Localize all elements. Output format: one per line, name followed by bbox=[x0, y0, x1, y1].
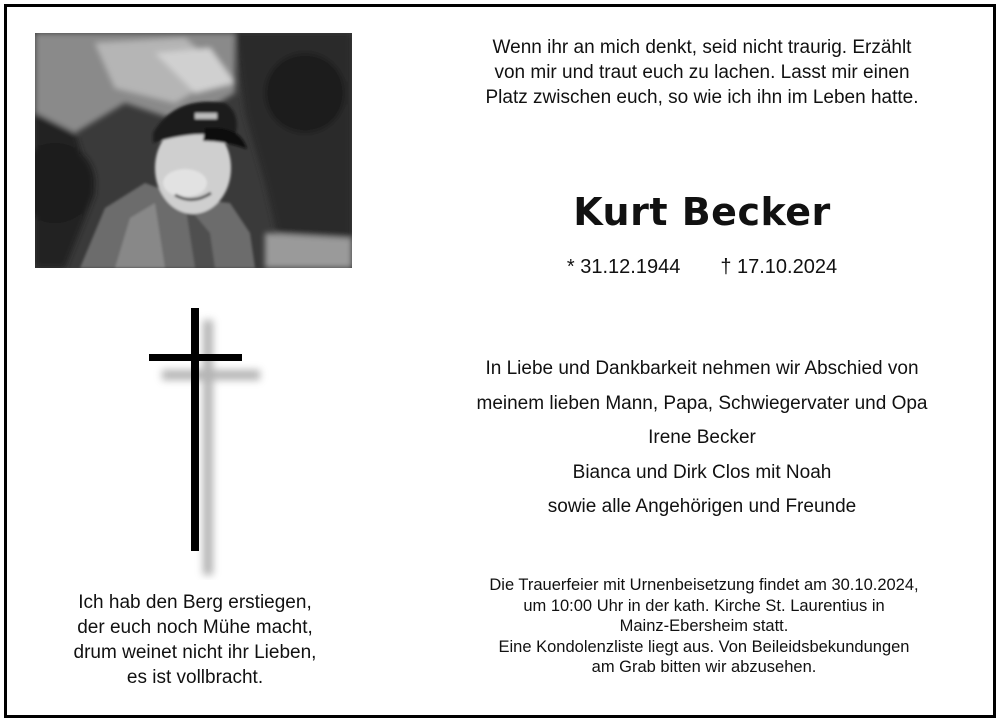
life-dates bbox=[438, 256, 966, 279]
top-quote-line: von mir und traut euch zu lachen. Lasst mir einen bbox=[494, 62, 910, 83]
mourners-line: sowie alle Angehörigen und Freunde bbox=[547, 496, 857, 517]
bottom-quote bbox=[35, 590, 355, 690]
service-line: Eine Kondolenzliste liegt aus. Von Beileidsbekundungen bbox=[498, 637, 910, 656]
top-quote bbox=[438, 35, 966, 110]
top-quote-line: Platz zwischen euch, so wie ich ihn im Leben hatte. bbox=[485, 87, 919, 108]
mourners-block bbox=[410, 352, 994, 525]
mourners-line: Irene Becker bbox=[648, 427, 756, 448]
service-line: Mainz-Ebersheim statt. bbox=[619, 617, 789, 635]
service-line: um 10:00 Uhr in der kath. Kirche St. Laurentius in bbox=[523, 596, 885, 615]
death-date: † 17.10.2024 bbox=[720, 256, 838, 278]
mourners-line: meinem lieben Mann, Papa, Schwiegervater und Opa bbox=[476, 392, 928, 414]
mourners-line: In Liebe und Dankbarkeit nehmen wir Abschied von bbox=[485, 358, 919, 379]
service-line: Die Trauerfeier mit Urnenbeisetzung findet am 30.10.2024, bbox=[489, 576, 919, 594]
cross-icon bbox=[140, 300, 280, 580]
bottom-quote-line: es ist vollbracht. bbox=[126, 667, 264, 688]
top-quote-line: Wenn ihr an mich denkt, seid nicht traurig. Erzählt bbox=[492, 37, 912, 58]
bottom-quote-line: drum weinet nicht ihr Lieben, bbox=[73, 642, 317, 663]
portrait-photo bbox=[35, 33, 352, 268]
bottom-quote-line: Ich hab den Berg erstiegen, bbox=[78, 592, 312, 613]
bottom-quote-line: der euch noch Mühe macht, bbox=[77, 617, 313, 638]
birth-date: * 31.12.1944 bbox=[566, 256, 681, 278]
mourners-line: Bianca und Dirk Clos mit Noah bbox=[572, 461, 832, 483]
service-line: am Grab bitten wir abzusehen. bbox=[591, 658, 817, 676]
service-info bbox=[420, 575, 988, 678]
deceased-name: Kurt Becker bbox=[573, 190, 831, 234]
